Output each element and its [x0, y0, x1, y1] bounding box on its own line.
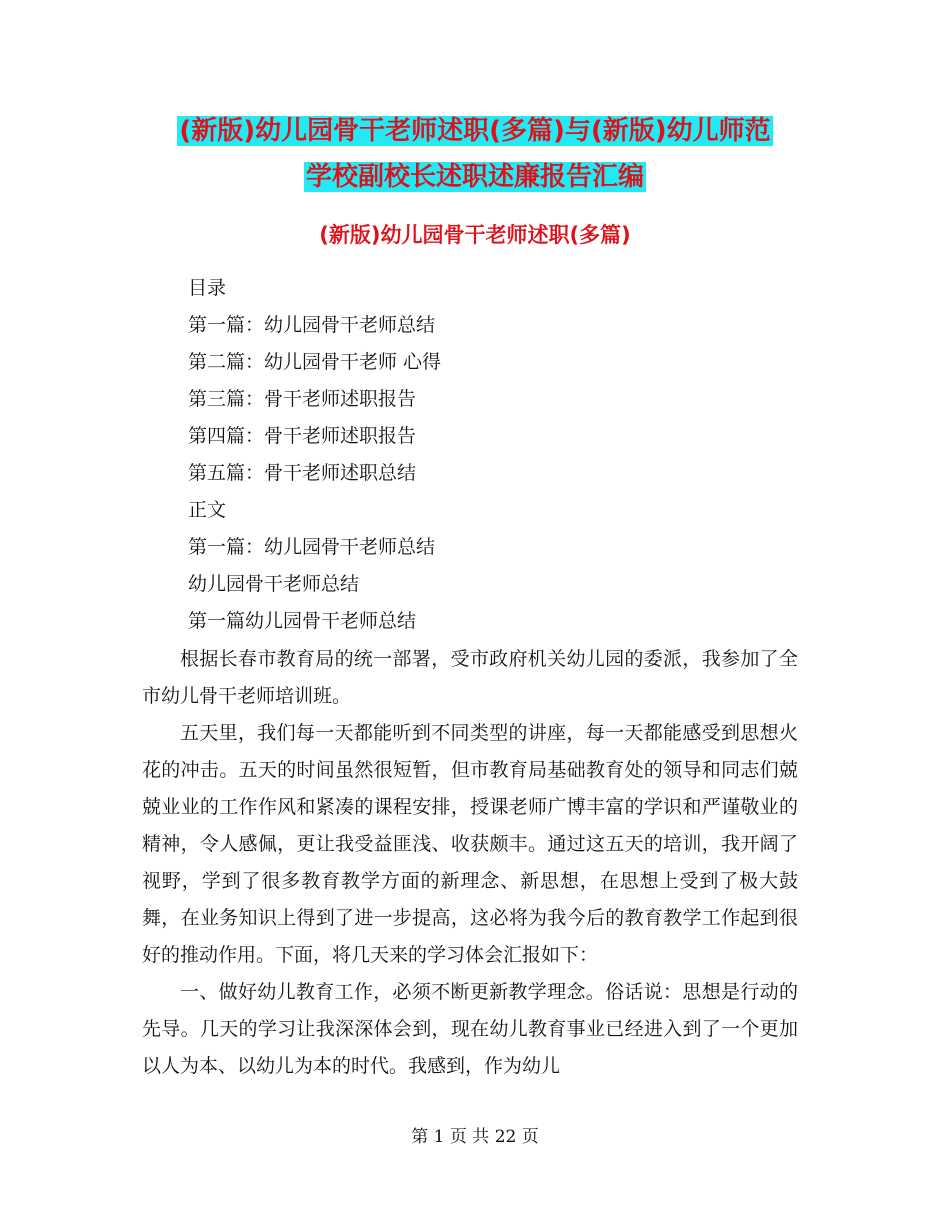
body-heading: 正文 [188, 499, 227, 521]
section-title: (新版)幼儿园骨干老师述职(多篇) [319, 223, 631, 247]
chapter-subheading: 幼儿园骨干老师总结 [188, 573, 360, 595]
table-of-contents [188, 270, 808, 640]
toc-item: 第二篇：幼儿园骨干老师 心得 [188, 351, 442, 373]
paragraph: 五天里，我们每一天都能听到不同类型的讲座，每一天都能感受到思想火花的冲击。五天的时间虽然很短暂，但市教育局基础教育处的领导和同志们兢兢业业的工作作风和紧凑的课程安排，授课老师广博丰富的学识和严谨敬业的精神，令人感佩，更让我受益匪浅、收获颇丰。通过这五天的培训，我开阔了视野，学到了很多教育教学方面的新理念、新思想，在思想上受到了极大鼓舞，在业务知识上得到了进一步提高，这必将为我今后的教育教学工作起到很好的推动作用。下面，将几天来的学习体会汇报如下： [142, 722, 798, 966]
title-line-2: 学校副校长述职述廉报告汇编 [305, 162, 644, 192]
toc-item: 第四篇：骨干老师述职报告 [188, 425, 417, 447]
toc-item: 第三篇：骨干老师述职报告 [188, 388, 417, 410]
toc-item: 第一篇：幼儿园骨干老师总结 [188, 314, 436, 336]
body-text [142, 641, 798, 1085]
paragraph: 根据长春市教育局的统一部署，受市政府机关幼儿园的委派，我参加了全市幼儿骨干老师培训班。 [142, 648, 798, 707]
page-footer: 第 1 页 共 22 页 [411, 1127, 539, 1147]
chapter-heading: 第一篇：幼儿园骨干老师总结 [188, 536, 436, 558]
document-title [0, 108, 950, 200]
toc-item: 第五篇：骨干老师述职总结 [188, 462, 417, 484]
toc-heading: 目录 [188, 277, 227, 299]
paragraph: 一、做好幼儿教育工作，必须不断更新教学理念。俗话说：思想是行动的先导。几天的学习让我深深体会到，现在幼儿教育事业已经进入到了一个更加以人为本、以幼儿为本的时代。我感到，作为幼儿 [142, 981, 798, 1077]
title-line-1: (新版)幼儿园骨干老师述职(多篇)与(新版)幼儿师范 [179, 116, 771, 146]
chapter-subheading: 第一篇幼儿园骨干老师总结 [188, 610, 417, 632]
